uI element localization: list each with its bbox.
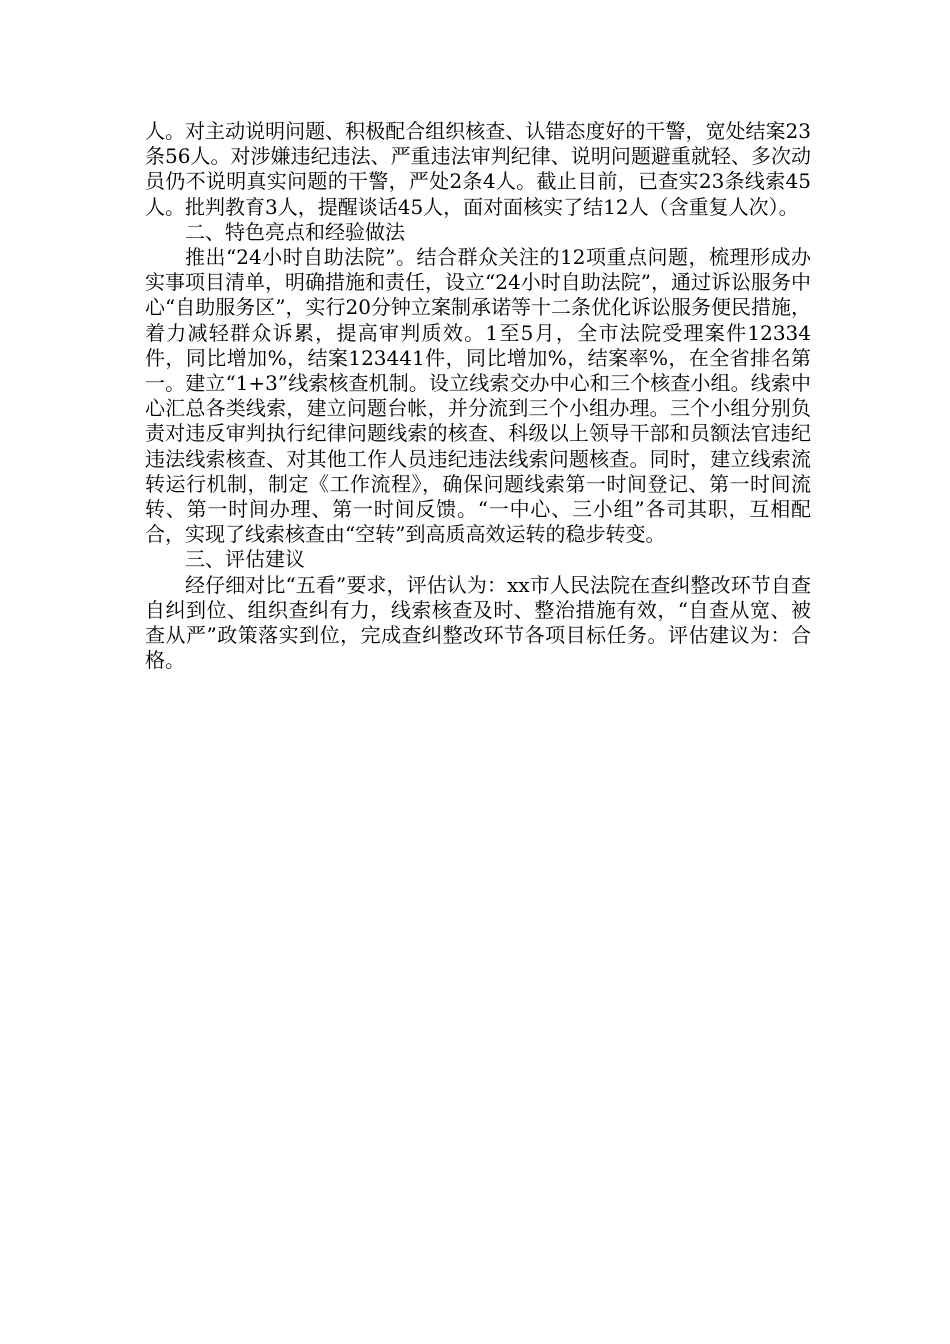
- paragraph-assessment: 经仔细对比“五看”要求，评估认为：xx市人民法院在查纠整改环节自查自纠到位、组织查纠有力，线索核查及时、整治措施有效，“自查从宽、被查从严”政策落实到位，完成查纠整改环节各项目标任务。评估建议为：合格。: [145, 572, 811, 673]
- paragraph-highlights: 推出“24小时自助法院”。结合群众关注的12项重点问题，梳理形成办实事项目清单，明确措施和责任，设立“24小时自助法院”，通过诉讼服务中心“自助服务区”，实行20分钟立案制承诺等十二条优化诉讼服务便民措施，着力减轻群众诉累，提高审判质效。1至5月，全市法院受理案件12334件，同比增加%，结案123441件，同比增加%，结案率%，在全省排名第一。建立“1+3”线索核查机制。设立线索交办中心和三个核查小组。线索中心汇总各类线索，建立问题台帐，并分流到三个小组办理。三个小组分别负责对违反审判执行纪律问题线索的核查、科级以上领导干部和员额法官违纪违法线索核查、对其他工作人员违纪违法线索问题核查。同时，建立线索流转运行机制，制定《工作流程》，确保问题线索第一时间登记、第一时间流转、第一时间办理、第一时间反馈。“一中心、三小组”各司其职，互相配合，实现了线索核查由“空转”到高质高效运转的稳步转变。: [145, 245, 811, 547]
- document-body: [145, 119, 811, 673]
- section-heading-highlights: 二、特色亮点和经验做法: [185, 219, 405, 244]
- paragraph-results-summary: 人。对主动说明问题、积极配合组织核查、认错态度好的干警，宽处结案23条56人。对涉嫌违纪违法、严重违法审判纪律、说明问题避重就轻、多次动员仍不说明真实问题的干警，严处2条4人。截止目前，已查实23条线索45人。批判教育3人，提醒谈话45人，面对面核实了结12人（含重复人次）。: [145, 119, 811, 219]
- section-heading-assessment: 三、评估建议: [185, 547, 305, 572]
